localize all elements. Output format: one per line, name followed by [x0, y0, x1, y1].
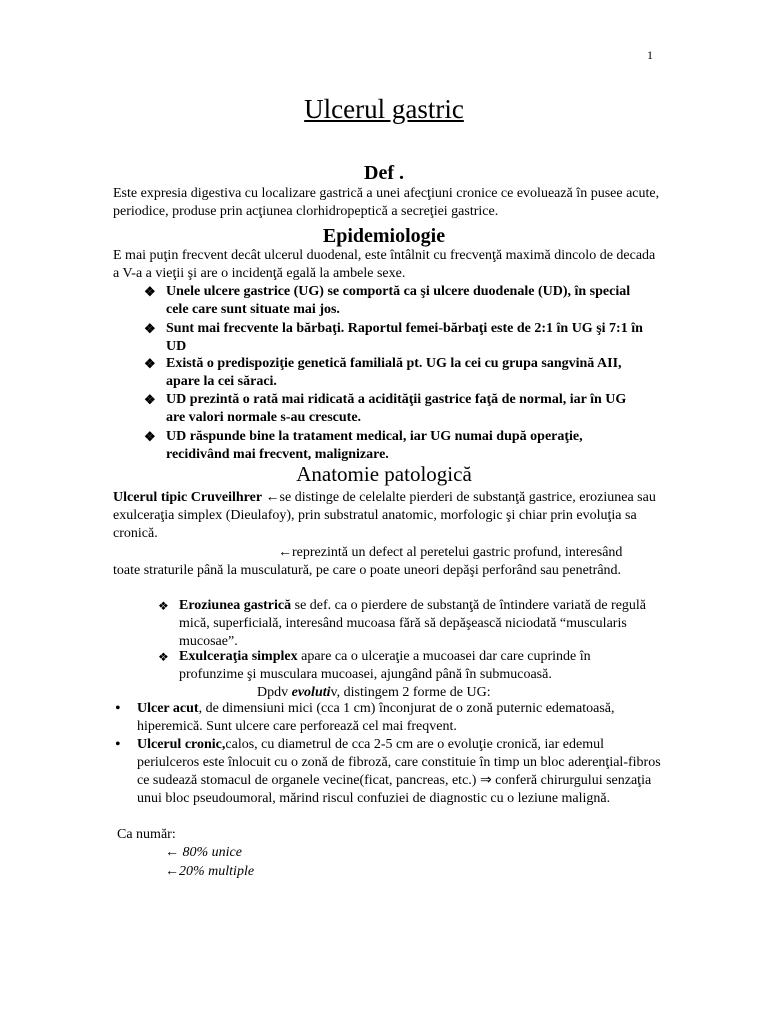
diamond-bullet-icon: ❖ [144, 356, 156, 371]
epi-bullet: ❖ Unele ulcere gastrice (UG) se comportă ca şi ulcere duodenale (UD), în special cele care sunt situate mai jos. [144, 284, 631, 317]
diamond-bullet-icon: ❖ [144, 429, 156, 444]
title-text: Ulcerul gastric [304, 94, 464, 124]
anatomie-paragraph-1 [113, 489, 663, 543]
epi-bullet: ❖ UD prezintă o rată mai ridicată a acidităţii gastrice faţă de normal, iar în UG are valori normale s-au crescute. [144, 392, 627, 425]
def-text: Este expresia digestiva cu localizare gastrică a unei afecţiuni cronice ce evoluează în pusee acute, periodice, produse prin acţiunea clorhidropeptică a secreţiei gastrice. [113, 186, 660, 219]
epi-bullet: ❖ Există o predispoziţie genetică familială pt. UG la cei cu grupa sangvină AII, apare la cei săraci. [144, 356, 622, 389]
bullet-dot-icon: • [115, 736, 121, 753]
dpdv-line: Dpdv evolutiv, distingem 2 forme de UG: [257, 685, 491, 700]
anat-sub-bullet: ❖ Eroziunea gastrică se def. ca o pierdere de substanţă de întindere variată de regulă mică, superficială, interesând mucoasa fără să depăşească niciodată “muscularis mucosae”. [158, 598, 647, 649]
epidemiologie-heading: Epidemiologie [322, 225, 446, 247]
ca-numar-label: Ca număr: [117, 827, 176, 842]
diamond-bullet-icon: ❖ [158, 650, 169, 664]
page-title [0, 94, 768, 124]
diamond-bullet-icon: ❖ [144, 392, 156, 407]
page-number: 1 [647, 48, 653, 62]
anatomie-paragraph-2: toate straturile până la musculatură, pe care o poate uneori depăşi perforând sau penetrând. [113, 563, 622, 578]
diamond-bullet-icon: ❖ [144, 284, 156, 299]
anatomie-paragraph-2-line1: ←reprezintă un defect al peretelui gastric profund, interesând [278, 545, 623, 560]
def-heading: Def . [364, 162, 404, 184]
cruveilhier-term: Ulcerul tipic Cruveilhrer [113, 490, 263, 505]
count-multiple: ←20% multiple [165, 864, 255, 879]
diamond-bullet-icon: ❖ [158, 599, 169, 613]
diamond-bullet-icon: ❖ [144, 321, 156, 336]
cruveilhier-desc: ←se distinge de celelalte pierderi de substanţă gastrice, eroziunea sau exulceraţia simplex (Dieulafoy), prin substratul anatomic, morfologic şi chiar prin evoluţia sa cronică. [113, 490, 656, 541]
epi-bullet: ❖ UD răspunde bine la tratament medical, iar UG numai după operaţie, recidivând mai frecvent, malignizare. [144, 429, 583, 462]
bullet-dot-icon: • [115, 700, 121, 717]
count-unice: ← 80% unice [165, 845, 242, 860]
epi-bullet: ❖ Sunt mai frecvente la bărbaţi. Raportul femei-bărbaţi este de 2:1 în UG şi 7:1 în UD [144, 321, 643, 354]
dot-bullet: • Ulcer acut, de dimensiuni mici (cca 1 cm) înconjurat de o zonă puternic edematoasă, hiperemică. Sunt ulcere care perforează cel mai freqvent. [115, 700, 615, 734]
anat-sub-bullet: ❖ Exulceraţia simplex apare ca o ulceraţie a mucoasei dar care cuprinde în profunzime şi musculara mucoasei, ajungând până în submucoasă. [158, 649, 591, 682]
anatomie-heading: Anatomie patologică [296, 462, 472, 486]
dot-bullet: • Ulcerul cronic,calos, cu diametrul de cca 2-5 cm are o evoluţie cronică, iar edemul periulceros este înlocuit cu o zonă de fibroză, care constituie în timp un bloc aderenţial-fibros ce sudează stomacul de organele vecine(ficat, pancreas, etc.) ⇒ conferă chirurgului senzaţia unui bloc pseudoumoral, mărind riscul confuziei de diagnostic cu o leziune malignă. [115, 736, 661, 806]
epidemiologie-text: E mai puţin frecvent decât ulcerul duodenal, este întâlnit cu frecvenţă maximă dincolo de decada a V-a a vieţii şi are o incidenţă egală la ambele sexe. [113, 248, 656, 281]
